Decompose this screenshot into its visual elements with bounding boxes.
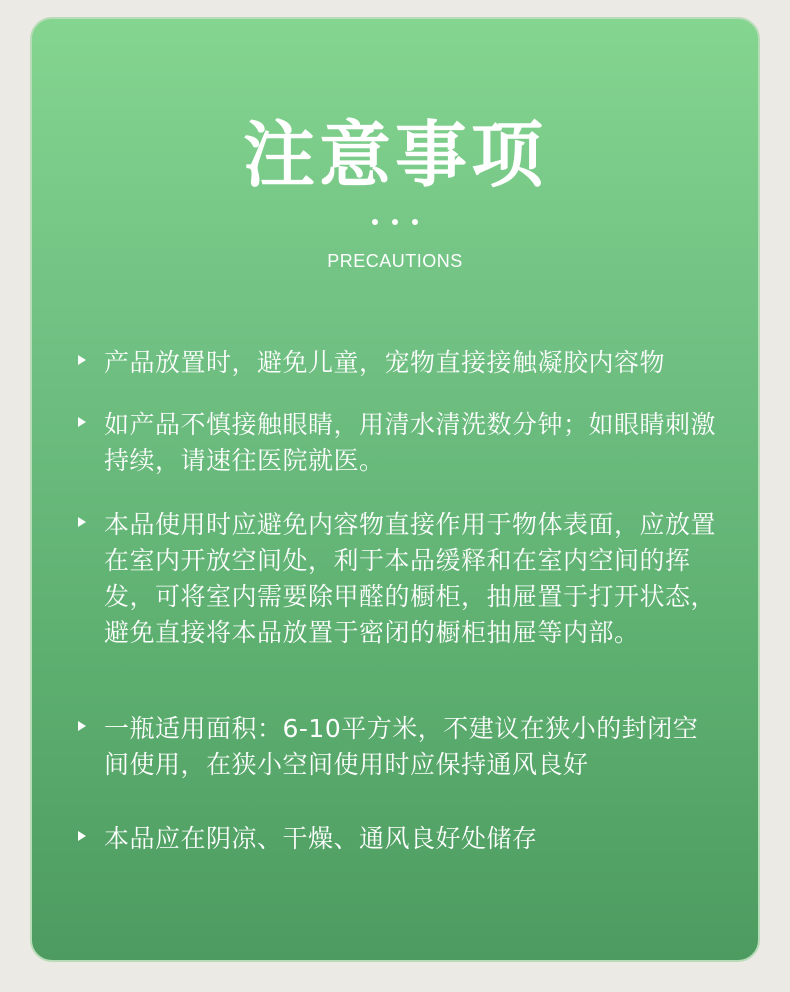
- precaution-item: [78, 507, 718, 651]
- precaution-text: 如产品不慎接触眼睛，用清水清洗数分钟；如眼睛刺激持续，请速往医院就医。: [104, 410, 717, 475]
- triangle-right-icon: [78, 721, 86, 731]
- precaution-text: 本品应在阴凉、干燥、通风良好处储存: [104, 824, 538, 853]
- precaution-item: [78, 711, 718, 783]
- precaution-text: 本品使用时应避免内容物直接作用于物体表面，应放置在室内开放空间处，利于本品缓释和在室内空间的挥发，可将室内需要除甲醛的橱柜，抽屉置于打开状态，避免直接将本品放置于密闭的橱柜抽屉等内部。: [104, 510, 717, 647]
- triangle-right-icon: [78, 417, 86, 427]
- triangle-right-icon: [78, 831, 86, 841]
- page-title: 注意事项: [242, 113, 547, 197]
- dot: [412, 219, 418, 225]
- precaution-item: [78, 345, 718, 381]
- triangle-right-icon: [78, 355, 86, 365]
- three-dots-icon: [32, 219, 758, 225]
- precaution-text: 一瓶适用面积：6-10平方米，不建议在狭小的封闭空间使用，在狭小空间使用时应保持通风良好: [104, 714, 699, 779]
- precautions-card: [30, 17, 760, 962]
- dot: [392, 219, 398, 225]
- dot: [372, 219, 378, 225]
- precaution-item: [78, 407, 718, 479]
- triangle-right-icon: [78, 517, 86, 527]
- page-subtitle: PRECAUTIONS: [327, 251, 463, 271]
- precaution-item: [78, 821, 718, 857]
- precaution-text: 产品放置时，避免儿童，宠物直接接触凝胶内容物: [104, 348, 666, 377]
